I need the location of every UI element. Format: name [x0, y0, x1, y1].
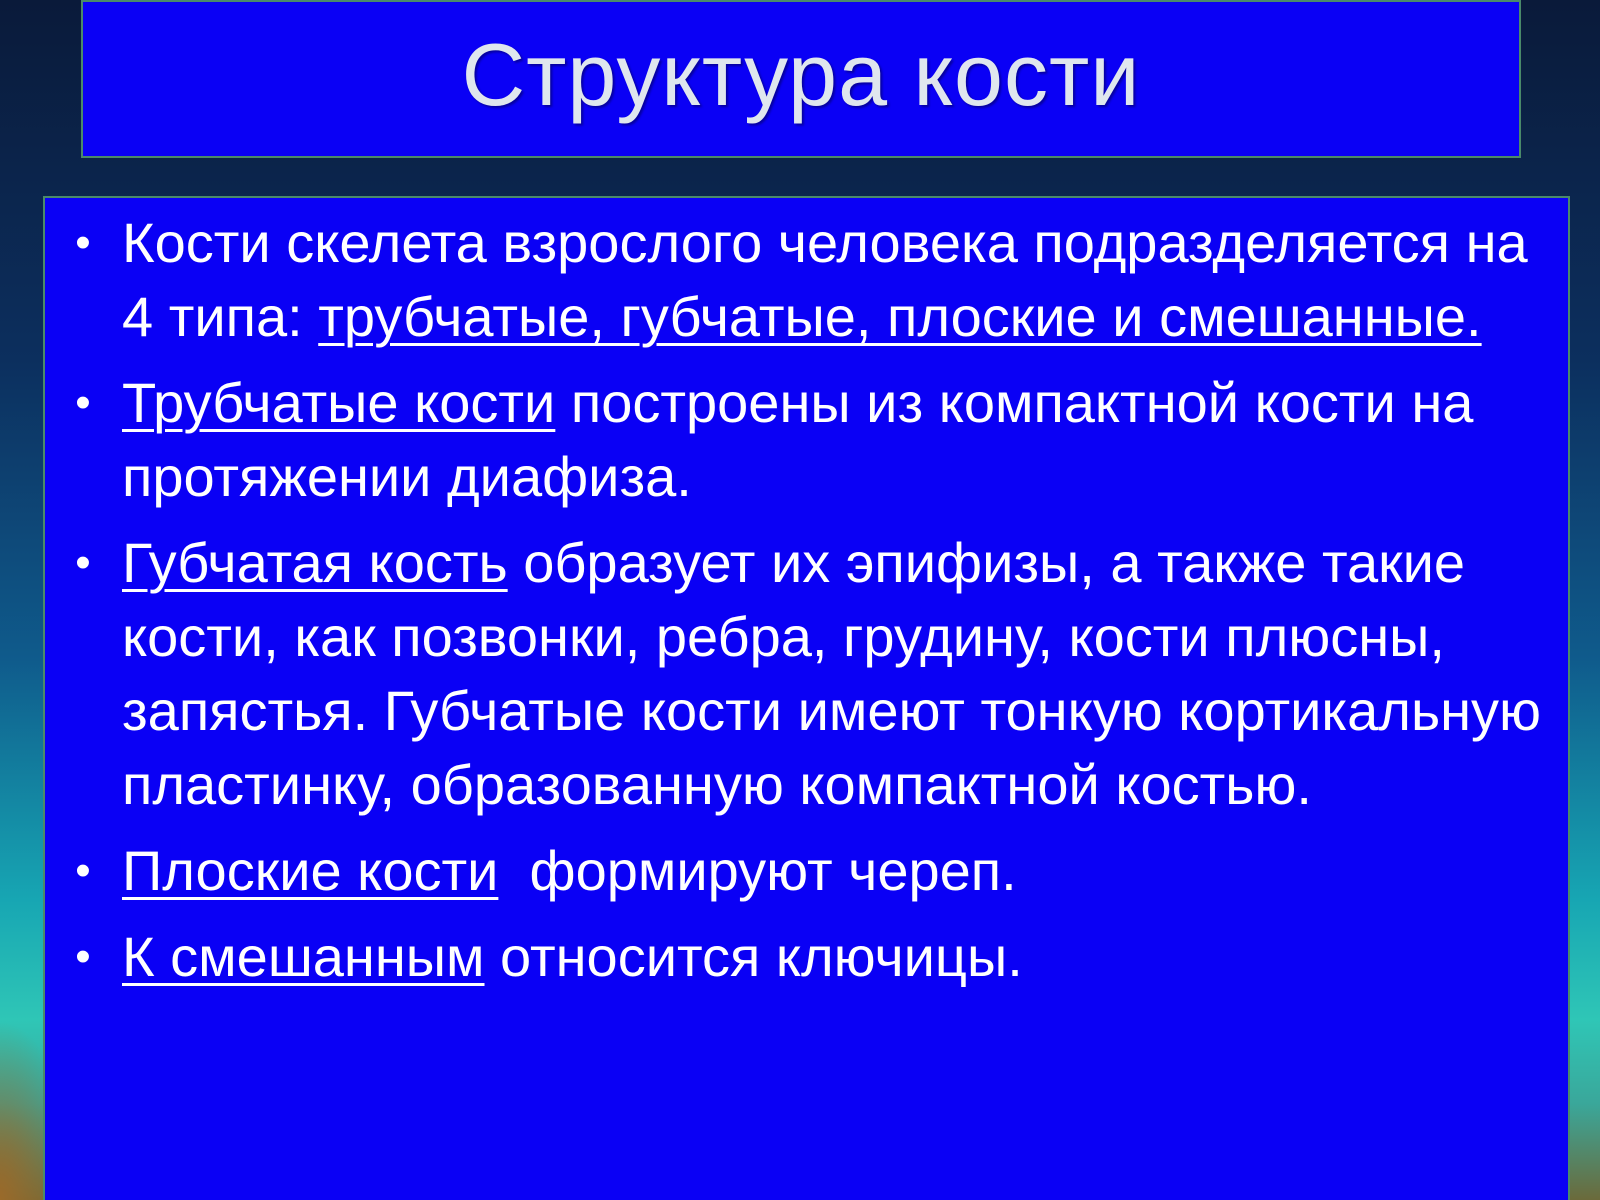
bullet-text: формируют череп.: [498, 839, 1017, 902]
bullet-text: относится ключицы.: [484, 925, 1023, 988]
bullet-text-underlined: Губчатая кость: [122, 531, 508, 594]
title-panel: [81, 0, 1521, 158]
bullet-item: [45, 834, 1568, 908]
content-panel: [43, 196, 1570, 1200]
bullet-icon: •: [75, 378, 91, 427]
bullet-icon: •: [75, 538, 91, 587]
slide-title: Структура кости: [461, 25, 1141, 124]
bullet-list: [45, 206, 1568, 1006]
bullet-text: построены из компактной кости на протяжении диафиза.: [122, 371, 1474, 508]
bullet-text: образует их эпифизы, а также такие кости, как позвонки, ребра, грудину, кости плюсны, запястья. Губчатые кости имеют тонкую кортикальную пластинку, образованную компактной костью.: [122, 531, 1542, 816]
bullet-item: [45, 206, 1568, 354]
bullet-text-underlined: Плоские кости: [122, 839, 499, 902]
bullet-icon: •: [75, 932, 91, 981]
bullet-text-underlined: Трубчатые кости: [122, 371, 556, 434]
bullet-item: [45, 366, 1568, 514]
bullet-text: Кости скелета взрослого человека подразделяется на 4 типа:: [122, 211, 1528, 348]
bullet-item: [45, 920, 1568, 994]
bullet-icon: •: [75, 846, 91, 895]
bullet-text-underlined: К смешанным: [122, 925, 485, 988]
bullet-text-underlined: трубчатые, губчатые, плоские и смешанные.: [318, 285, 1482, 348]
bullet-item: [45, 526, 1568, 822]
bullet-icon: •: [75, 218, 91, 267]
